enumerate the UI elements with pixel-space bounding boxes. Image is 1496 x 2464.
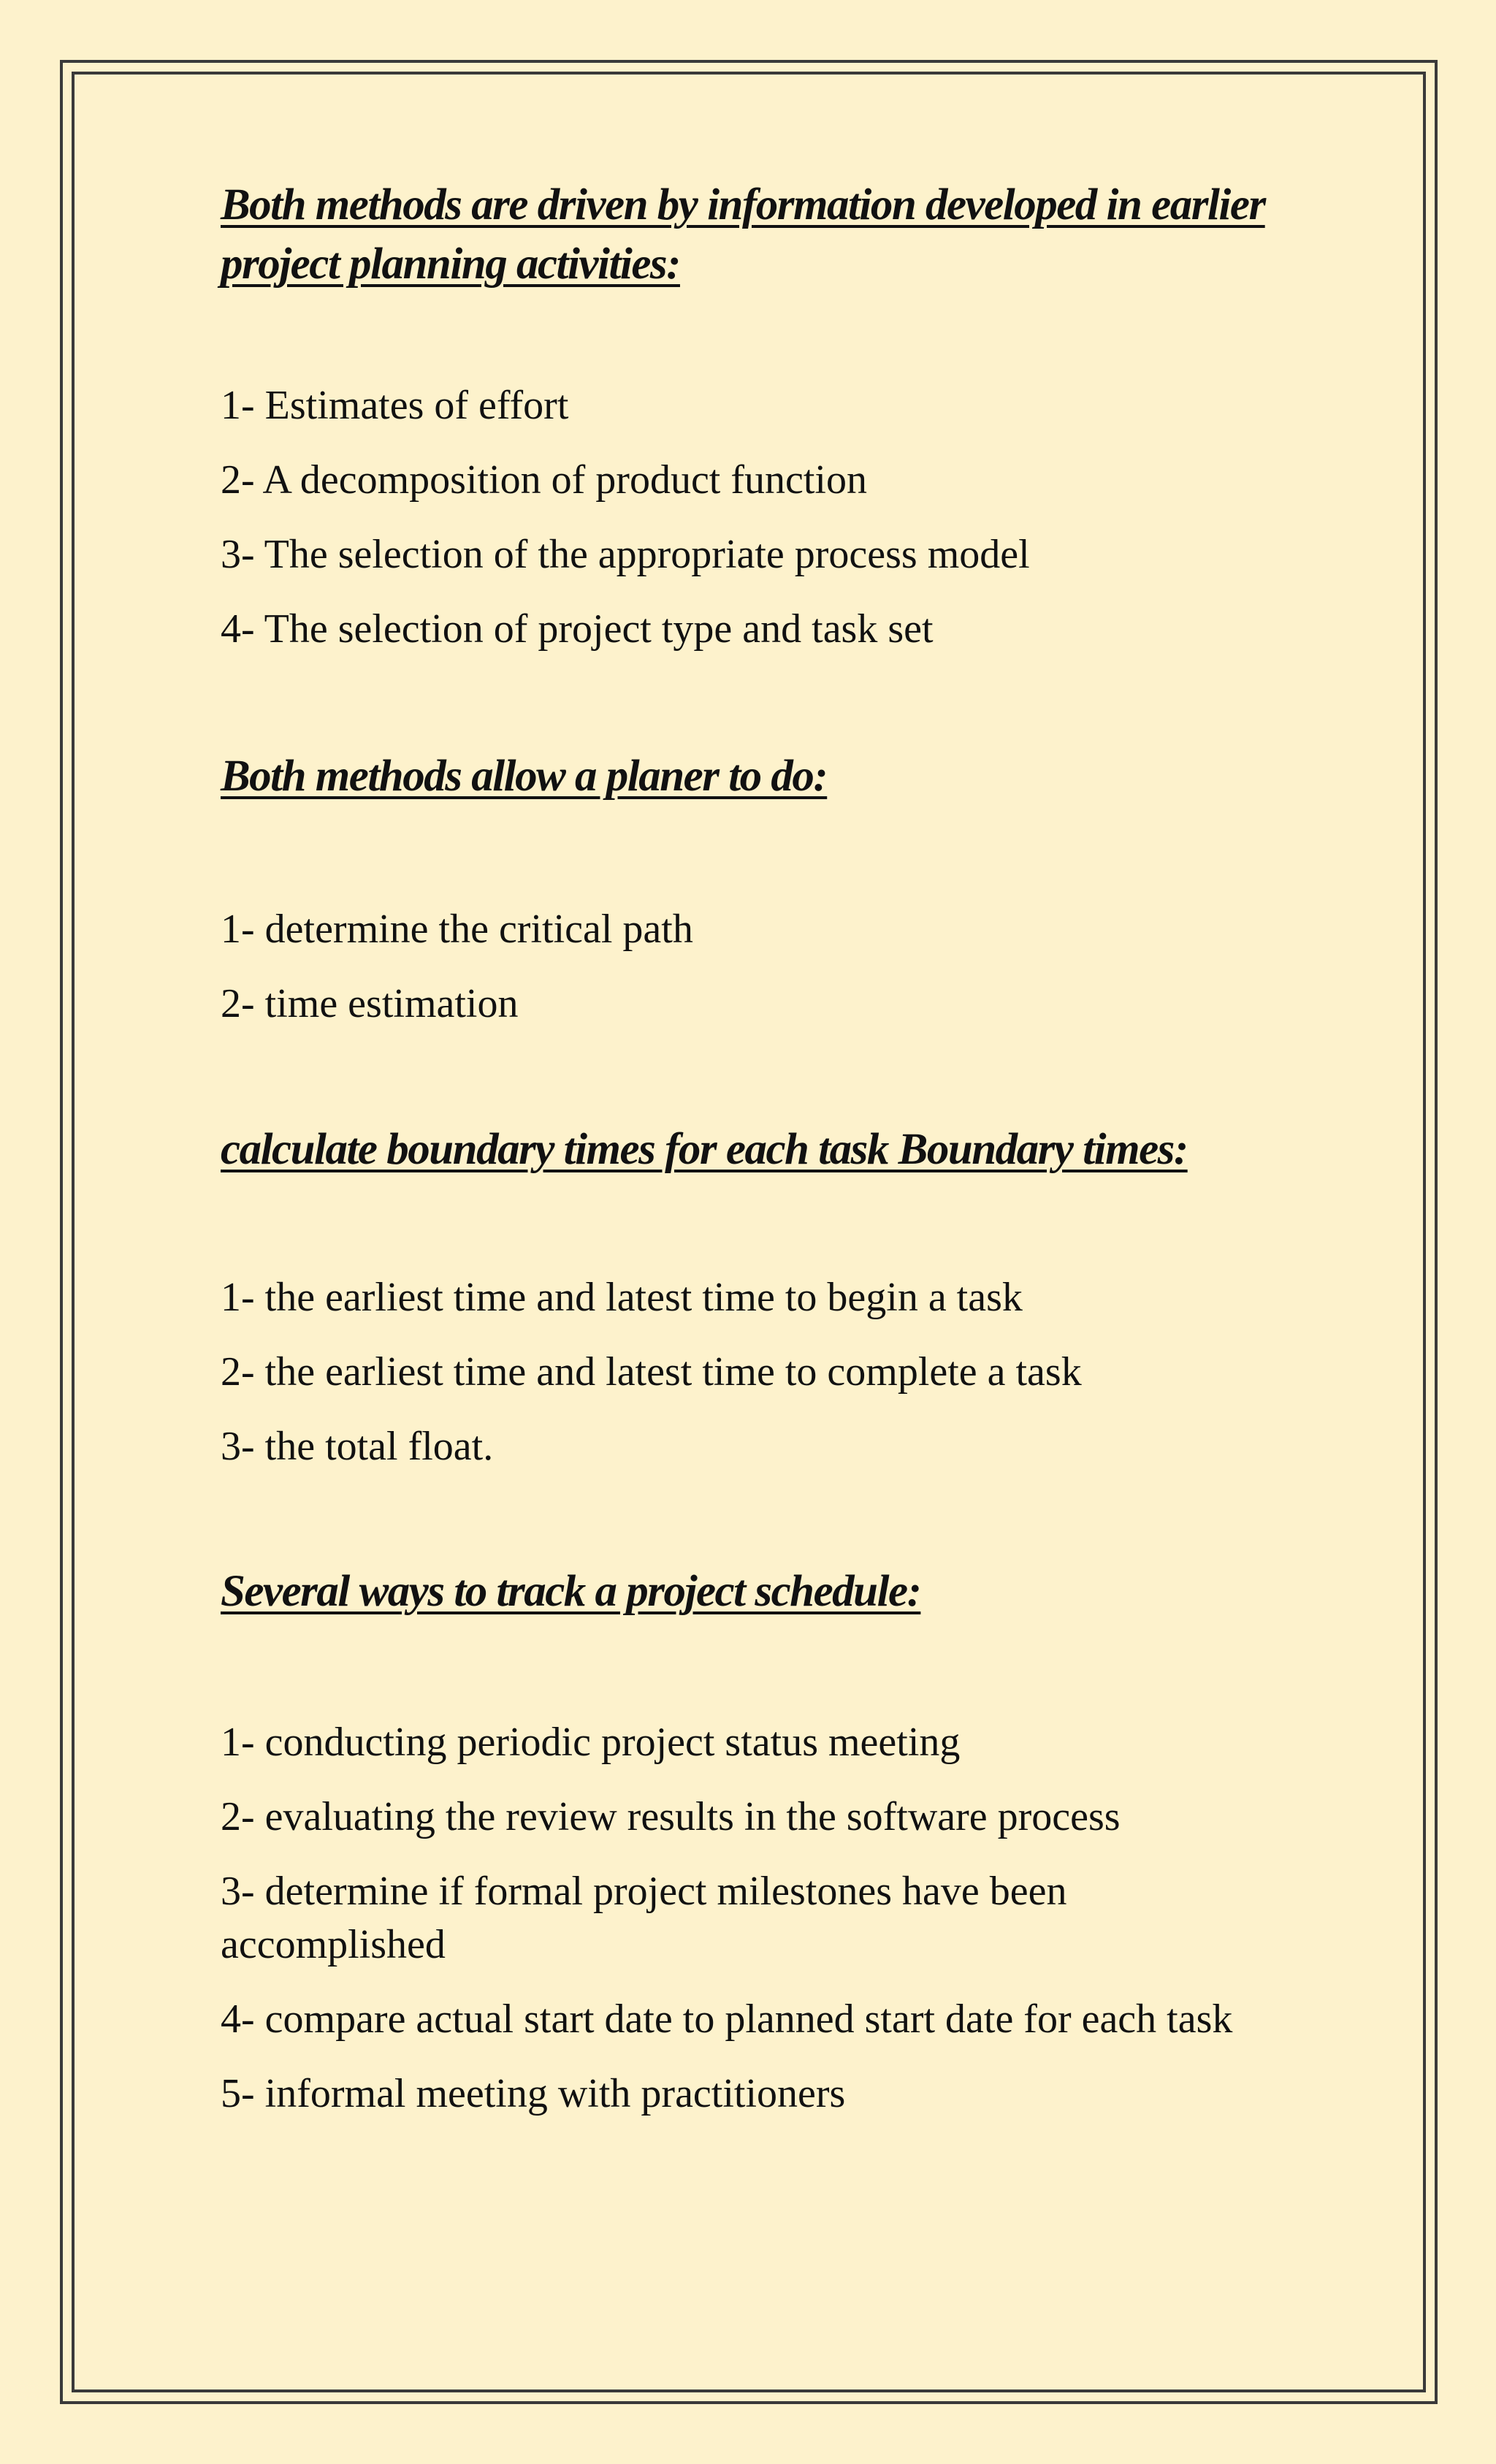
list-item: 2- evaluating the review results in the software process — [221, 1794, 1121, 1839]
list-item: 3- determine if formal project milestones have been accomplished — [221, 1869, 1067, 1967]
item-list — [221, 1271, 1272, 1473]
list-item: 2- A decomposition of product function — [221, 457, 867, 503]
list-item: 1- Estimates of effort — [221, 383, 569, 428]
section-heading: Both methods are driven by information developed in earlier project planning activities: — [221, 180, 1265, 289]
list-item: 5- informal meeting with practitioners — [221, 2071, 846, 2116]
list-item: 3- The selection of the appropriate process model — [221, 532, 1030, 577]
list-item: 1- conducting periodic project status meeting — [221, 1720, 961, 1765]
section-heading: Several ways to track a project schedule: — [221, 1567, 921, 1616]
item-list — [221, 379, 1272, 656]
section-boundary-times — [221, 1120, 1272, 1473]
section-tracking-schedule — [221, 1562, 1272, 2121]
section-planning-inputs — [221, 175, 1272, 656]
list-item: 4- The selection of project type and task set — [221, 606, 934, 652]
document-content — [221, 175, 1272, 2121]
item-list — [221, 1716, 1272, 2121]
list-item: 1- determine the critical path — [221, 907, 693, 952]
section-heading: Both methods allow a planer to do: — [221, 752, 828, 801]
list-item: 4- compare actual start date to planned start date for each task — [221, 1996, 1233, 2042]
list-item: 2- the earliest time and latest time to complete a task — [221, 1349, 1082, 1395]
list-item: 3- the total float. — [221, 1424, 494, 1469]
item-list — [221, 903, 1272, 1031]
section-planer-abilities — [221, 747, 1272, 1031]
list-item: 1- the earliest time and latest time to begin a task — [221, 1275, 1023, 1320]
list-item: 2- time estimation — [221, 981, 519, 1026]
section-heading: calculate boundary times for each task Boundary times: — [221, 1125, 1188, 1174]
